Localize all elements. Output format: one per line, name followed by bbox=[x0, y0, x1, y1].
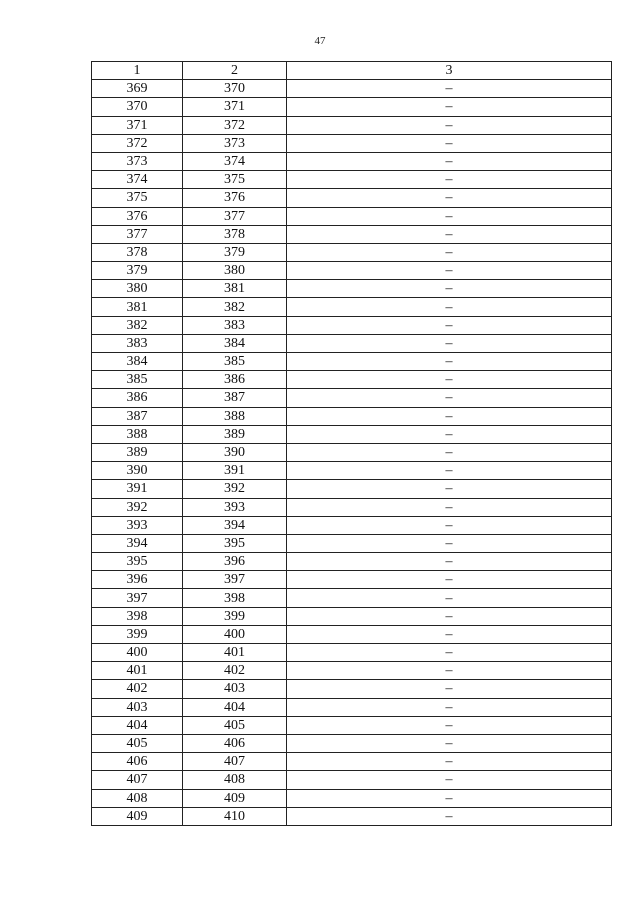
table-cell-col-2: 380 bbox=[183, 262, 287, 280]
table-cell-col-1: 381 bbox=[92, 298, 183, 316]
table-cell-col-1: 382 bbox=[92, 316, 183, 334]
table-row bbox=[92, 462, 612, 480]
table-row bbox=[92, 389, 612, 407]
table-cell-col-3: – bbox=[287, 171, 612, 189]
table-cell-col-1: 393 bbox=[92, 516, 183, 534]
table-cell-col-3: – bbox=[287, 607, 612, 625]
table-cell-col-2: 390 bbox=[183, 443, 287, 461]
table-cell-col-2: 382 bbox=[183, 298, 287, 316]
table-cell-col-2: 379 bbox=[183, 243, 287, 261]
table-cell-col-3: – bbox=[287, 207, 612, 225]
table-cell-col-2: 391 bbox=[183, 462, 287, 480]
table-cell-col-1: 385 bbox=[92, 371, 183, 389]
table-cell-col-3: – bbox=[287, 316, 612, 334]
table-cell-col-3: – bbox=[287, 298, 612, 316]
table-cell-col-2: 378 bbox=[183, 225, 287, 243]
table-cell-col-2: 409 bbox=[183, 789, 287, 807]
table-cell-col-3: – bbox=[287, 80, 612, 98]
table-cell-col-2: 383 bbox=[183, 316, 287, 334]
table-cell-col-2: 384 bbox=[183, 334, 287, 352]
table-cell-col-2: 386 bbox=[183, 371, 287, 389]
column-header-1: 1 bbox=[92, 62, 183, 80]
table-cell-col-3: – bbox=[287, 789, 612, 807]
table-cell-col-1: 383 bbox=[92, 334, 183, 352]
table-cell-col-1: 375 bbox=[92, 189, 183, 207]
table-row bbox=[92, 134, 612, 152]
table-row bbox=[92, 298, 612, 316]
table-row bbox=[92, 80, 612, 98]
table-row bbox=[92, 425, 612, 443]
table-row bbox=[92, 443, 612, 461]
table-row bbox=[92, 262, 612, 280]
table-cell-col-3: – bbox=[287, 753, 612, 771]
table-row bbox=[92, 316, 612, 334]
table-row bbox=[92, 807, 612, 825]
table-cell-col-2: 381 bbox=[183, 280, 287, 298]
table-cell-col-2: 408 bbox=[183, 771, 287, 789]
table-row bbox=[92, 680, 612, 698]
table-row bbox=[92, 116, 612, 134]
table-cell-col-1: 390 bbox=[92, 462, 183, 480]
table-cell-col-3: – bbox=[287, 462, 612, 480]
table-cell-col-1: 391 bbox=[92, 480, 183, 498]
table-row bbox=[92, 189, 612, 207]
table-cell-col-2: 410 bbox=[183, 807, 287, 825]
table-cell-col-1: 371 bbox=[92, 116, 183, 134]
table-row bbox=[92, 207, 612, 225]
table-row bbox=[92, 371, 612, 389]
table-cell-col-1: 406 bbox=[92, 753, 183, 771]
table-row bbox=[92, 353, 612, 371]
table-cell-col-3: – bbox=[287, 425, 612, 443]
table-cell-col-2: 404 bbox=[183, 698, 287, 716]
table-row bbox=[92, 771, 612, 789]
table-cell-col-2: 400 bbox=[183, 625, 287, 643]
table-cell-col-3: – bbox=[287, 534, 612, 552]
table-row bbox=[92, 662, 612, 680]
column-header-3: 3 bbox=[287, 62, 612, 80]
table-row bbox=[92, 407, 612, 425]
table-cell-col-2: 371 bbox=[183, 98, 287, 116]
table-row bbox=[92, 753, 612, 771]
table-cell-col-1: 409 bbox=[92, 807, 183, 825]
table-cell-col-3: – bbox=[287, 116, 612, 134]
table-cell-col-3: – bbox=[287, 716, 612, 734]
table-row bbox=[92, 152, 612, 170]
table-cell-col-1: 387 bbox=[92, 407, 183, 425]
table-row bbox=[92, 243, 612, 261]
table-cell-col-2: 376 bbox=[183, 189, 287, 207]
table-cell-col-3: – bbox=[287, 98, 612, 116]
table-header-row bbox=[92, 62, 612, 80]
table-cell-col-3: – bbox=[287, 553, 612, 571]
table-cell-col-2: 375 bbox=[183, 171, 287, 189]
table-row bbox=[92, 334, 612, 352]
table-cell-col-3: – bbox=[287, 443, 612, 461]
table-cell-col-2: 392 bbox=[183, 480, 287, 498]
table-cell-col-2: 393 bbox=[183, 498, 287, 516]
table-cell-col-1: 376 bbox=[92, 207, 183, 225]
table-cell-col-1: 407 bbox=[92, 771, 183, 789]
table-cell-col-1: 400 bbox=[92, 644, 183, 662]
table-row bbox=[92, 553, 612, 571]
table-cell-col-3: – bbox=[287, 334, 612, 352]
table-cell-col-1: 378 bbox=[92, 243, 183, 261]
table-row bbox=[92, 716, 612, 734]
table-row bbox=[92, 534, 612, 552]
table-cell-col-1: 394 bbox=[92, 534, 183, 552]
table-cell-col-3: – bbox=[287, 353, 612, 371]
table-cell-col-2: 401 bbox=[183, 644, 287, 662]
table-row bbox=[92, 625, 612, 643]
table-row bbox=[92, 571, 612, 589]
table-cell-col-1: 373 bbox=[92, 152, 183, 170]
table-cell-col-2: 385 bbox=[183, 353, 287, 371]
table-row bbox=[92, 516, 612, 534]
table-cell-col-3: – bbox=[287, 589, 612, 607]
table-cell-col-1: 370 bbox=[92, 98, 183, 116]
table-cell-col-2: 394 bbox=[183, 516, 287, 534]
table-cell-col-1: 398 bbox=[92, 607, 183, 625]
table-row bbox=[92, 498, 612, 516]
column-header-2: 2 bbox=[183, 62, 287, 80]
table-cell-col-3: – bbox=[287, 771, 612, 789]
table-cell-col-3: – bbox=[287, 698, 612, 716]
page-number: 47 bbox=[314, 35, 326, 47]
table-cell-col-1: 405 bbox=[92, 734, 183, 752]
table-cell-col-1: 386 bbox=[92, 389, 183, 407]
table-cell-col-2: 370 bbox=[183, 80, 287, 98]
table-row bbox=[92, 589, 612, 607]
table-cell-col-1: 397 bbox=[92, 589, 183, 607]
table-cell-col-2: 405 bbox=[183, 716, 287, 734]
table-row bbox=[92, 225, 612, 243]
table-cell-col-3: – bbox=[287, 243, 612, 261]
table-cell-col-3: – bbox=[287, 262, 612, 280]
table-cell-col-2: 387 bbox=[183, 389, 287, 407]
table-row bbox=[92, 480, 612, 498]
table-row bbox=[92, 171, 612, 189]
table-cell-col-2: 389 bbox=[183, 425, 287, 443]
table-cell-col-1: 372 bbox=[92, 134, 183, 152]
table-row bbox=[92, 734, 612, 752]
table-cell-col-2: 403 bbox=[183, 680, 287, 698]
table-cell-col-3: – bbox=[287, 371, 612, 389]
table-cell-col-1: 377 bbox=[92, 225, 183, 243]
table-cell-col-2: 406 bbox=[183, 734, 287, 752]
table-cell-col-3: – bbox=[287, 134, 612, 152]
table-row bbox=[92, 98, 612, 116]
table-row bbox=[92, 280, 612, 298]
table-cell-col-2: 396 bbox=[183, 553, 287, 571]
table-cell-col-3: – bbox=[287, 389, 612, 407]
table-cell-col-2: 407 bbox=[183, 753, 287, 771]
table-cell-col-3: – bbox=[287, 280, 612, 298]
table-cell-col-1: 399 bbox=[92, 625, 183, 643]
table-cell-col-3: – bbox=[287, 680, 612, 698]
table-cell-col-3: – bbox=[287, 480, 612, 498]
table-cell-col-2: 398 bbox=[183, 589, 287, 607]
table-cell-col-2: 395 bbox=[183, 534, 287, 552]
table-cell-col-3: – bbox=[287, 625, 612, 643]
table-row bbox=[92, 698, 612, 716]
table-cell-col-1: 401 bbox=[92, 662, 183, 680]
table-cell-col-3: – bbox=[287, 498, 612, 516]
table-cell-col-1: 380 bbox=[92, 280, 183, 298]
table-row bbox=[92, 789, 612, 807]
table-cell-col-3: – bbox=[287, 662, 612, 680]
table-cell-col-1: 389 bbox=[92, 443, 183, 461]
table-cell-col-2: 388 bbox=[183, 407, 287, 425]
table-cell-col-1: 388 bbox=[92, 425, 183, 443]
table-cell-col-1: 369 bbox=[92, 80, 183, 98]
table-cell-col-3: – bbox=[287, 644, 612, 662]
table-cell-col-1: 384 bbox=[92, 353, 183, 371]
table-cell-col-1: 392 bbox=[92, 498, 183, 516]
table-cell-col-3: – bbox=[287, 407, 612, 425]
table-cell-col-2: 374 bbox=[183, 152, 287, 170]
table-cell-col-2: 399 bbox=[183, 607, 287, 625]
table-cell-col-1: 404 bbox=[92, 716, 183, 734]
table-cell-col-2: 377 bbox=[183, 207, 287, 225]
table-cell-col-3: – bbox=[287, 225, 612, 243]
table-cell-col-1: 395 bbox=[92, 553, 183, 571]
table-cell-col-1: 379 bbox=[92, 262, 183, 280]
table-cell-col-2: 402 bbox=[183, 662, 287, 680]
table-cell-col-2: 372 bbox=[183, 116, 287, 134]
table-row bbox=[92, 644, 612, 662]
table-cell-col-3: – bbox=[287, 571, 612, 589]
table-cell-col-3: – bbox=[287, 734, 612, 752]
data-table bbox=[91, 61, 612, 826]
table-cell-col-3: – bbox=[287, 189, 612, 207]
table-cell-col-1: 403 bbox=[92, 698, 183, 716]
table-cell-col-1: 408 bbox=[92, 789, 183, 807]
table-cell-col-1: 374 bbox=[92, 171, 183, 189]
table-cell-col-3: – bbox=[287, 807, 612, 825]
table-cell-col-2: 397 bbox=[183, 571, 287, 589]
table-cell-col-1: 396 bbox=[92, 571, 183, 589]
table-cell-col-2: 373 bbox=[183, 134, 287, 152]
table-cell-col-3: – bbox=[287, 516, 612, 534]
table-body bbox=[92, 80, 612, 826]
table-cell-col-3: – bbox=[287, 152, 612, 170]
table-cell-col-1: 402 bbox=[92, 680, 183, 698]
table-row bbox=[92, 607, 612, 625]
